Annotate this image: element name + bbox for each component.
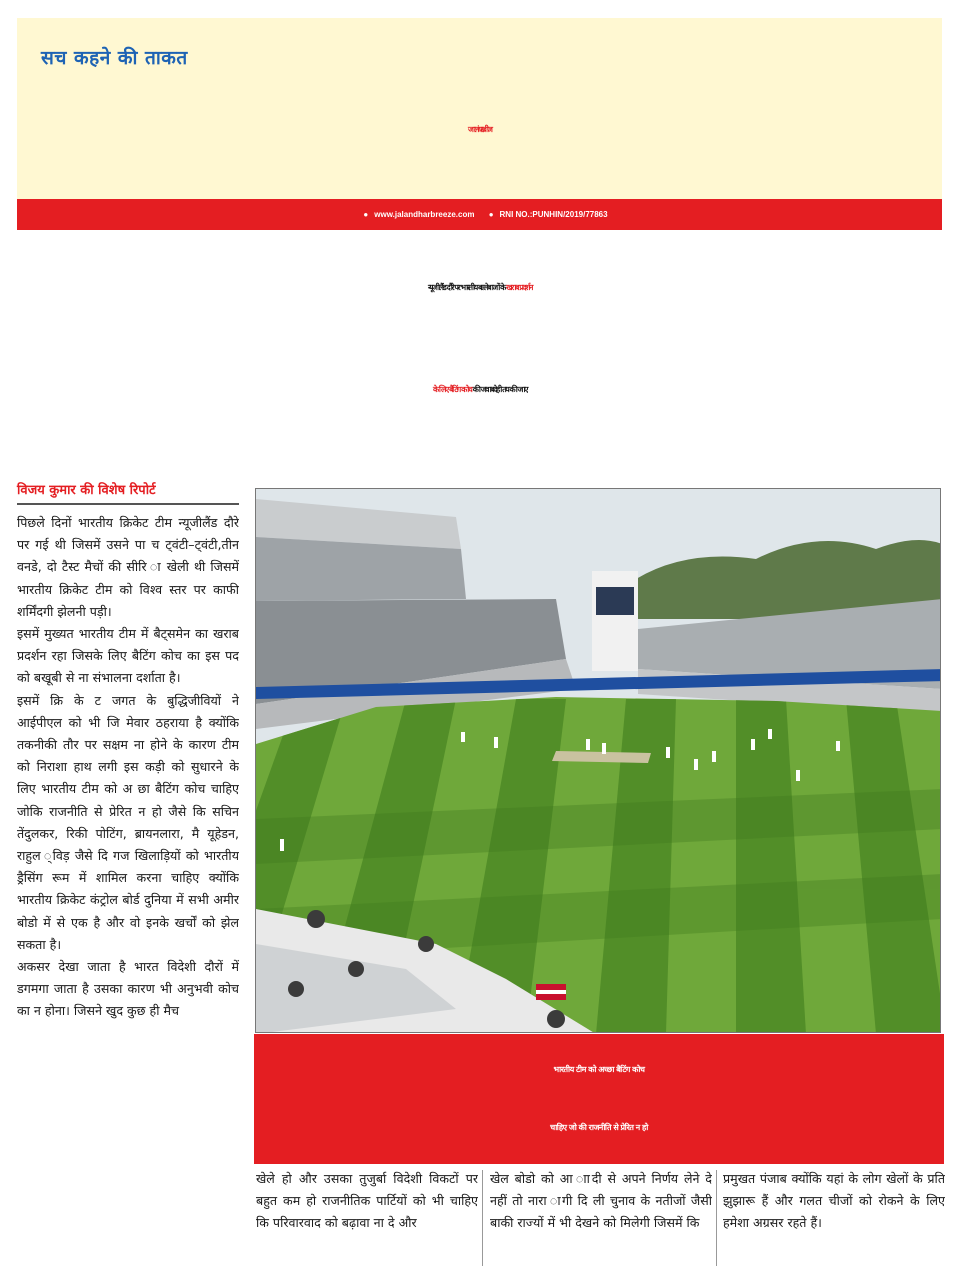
headline <box>15 238 945 450</box>
masthead-info-bar <box>17 199 942 230</box>
bullet-icon: ● <box>488 210 494 219</box>
article-column-bottom-2 <box>490 1168 712 1268</box>
column-divider <box>482 1170 483 1266</box>
article-column-left <box>17 512 239 1254</box>
article-paragraph: खेले हो और उसका तुजुर्बा विदेशी विकटों पर बहुत कम हो राजनीतिक पार्टियों को भी चाहिए कि परिवारवाद को बढ़ावा ना दे और <box>256 1171 478 1231</box>
pull-quote <box>254 1034 944 1164</box>
article-paragraph: अकसर देखा जाता है भारत विदेशी दौरों में डगमगा जाता है उसका कारण भी अनुभवी कोच का न होना। जिसने खुद कुछ ही मैच <box>17 959 239 1019</box>
headline-line-2 <box>15 346 945 434</box>
stadium-photo <box>255 488 941 1033</box>
headline-line-1 <box>15 244 945 332</box>
masthead-title: जालंधर ब्रीज <box>468 124 491 134</box>
article-column-bottom-1 <box>256 1168 478 1268</box>
article-paragraph: खेल बोडो को आ ाादी से अपने निर्णय लेने दे नहीं तो नारा ागी दि ली चुनाव के नतीजों जैसी बाकी राज्यों में भी देखने को मिलेगी जिसमें कि <box>490 1171 712 1231</box>
column-divider <box>716 1170 717 1266</box>
pull-quote-line-1: भारतीय टीम को अच्छा बैटिंग कोच <box>553 1065 645 1074</box>
article-column-bottom-3 <box>723 1168 945 1268</box>
headline-part: की जवाबदेही तय की जाए <box>472 385 527 394</box>
masthead <box>17 18 942 230</box>
divider <box>17 503 239 505</box>
bullet-icon: ● <box>363 210 369 219</box>
article-paragraph: इसमें मुख्यत भारतीय टीम में बैट्समेन का खराब प्रदर्शन रहा जिसके लिए बैटिंग कोच का इस पद को बखूबी से ना संभालना दर्शाता है। <box>17 626 239 686</box>
article-paragraph: इसमें क्रि के ट जगत के बुद्धिजीवियों ने आईपीएल को भी जि मेवार ठहराया है क्योंकि तकनीकी तौर पर सक्षम ना होने के कारण टीम को निराशा हाथ लगी इस कड़ी को सुधारने के लिए भारतीय टीम को अ छा बैटिंग कोच चाहिए जोकि राजनीति से प्रेरित न हो जैसे कि सचिन तेंदुलकर, रिकी पोटिंग, ब्रायनलारा, मै यूहेडन, राहुल ्विड़ जैसे दि गज खिलाड़ियों को भारतीय ड्रैसिंग रूम में शामिल करना चाहिए क्योंकि भारतीय क्रिकेट कंट्रोल बोर्ड दुनिया में सभी अमीर बोडो में से एक है और वो इनके खर्चों को झेल सकता है। <box>17 692 239 952</box>
headline-part: न्यूजीलैंड दौरे पर भारतीय बल्लेबाजों के <box>428 283 507 292</box>
website-url[interactable]: www.jalandharbreeze.com <box>374 210 475 219</box>
pull-quote-line-2: चाहिए जो की राजनीति से प्रेरित न हो <box>550 1123 648 1132</box>
rni-number: RNI NO.:PUNHIN/2019/77863 <box>499 210 608 219</box>
headline-highlight: खराब प्रदर्शन <box>506 283 532 292</box>
article-paragraph: प्रमुखत पंजाब क्योंकि यहां के लोग खेलों के प्रति झुझारू हैं और गलत चीजों को रोकने के लिए हमेशा अग्रसर रहते हैं। <box>723 1171 945 1231</box>
byline: विजय कुमार की विशेष रिपोर्ट <box>17 483 156 498</box>
article-paragraph: पिछले दिनों भारतीय क्रिकेट टीम न्यूजीलैंड दौरे पर गई थी जिसमें उसने पा च ट्वंटी–ट्वंटी,तीन वनडे, दो टैस्ट मैचों की सीरि ा खेली थी जिसमें भारतीय क्रिकेट टीम को विश्व स्तर पर काफी शर्मिंदगी झेलनी पड़ी। <box>17 515 239 619</box>
masthead-tagline: सच कहने की ताकत <box>41 47 188 69</box>
headline-highlight: के लिए बैटिंग कोच <box>433 385 473 394</box>
